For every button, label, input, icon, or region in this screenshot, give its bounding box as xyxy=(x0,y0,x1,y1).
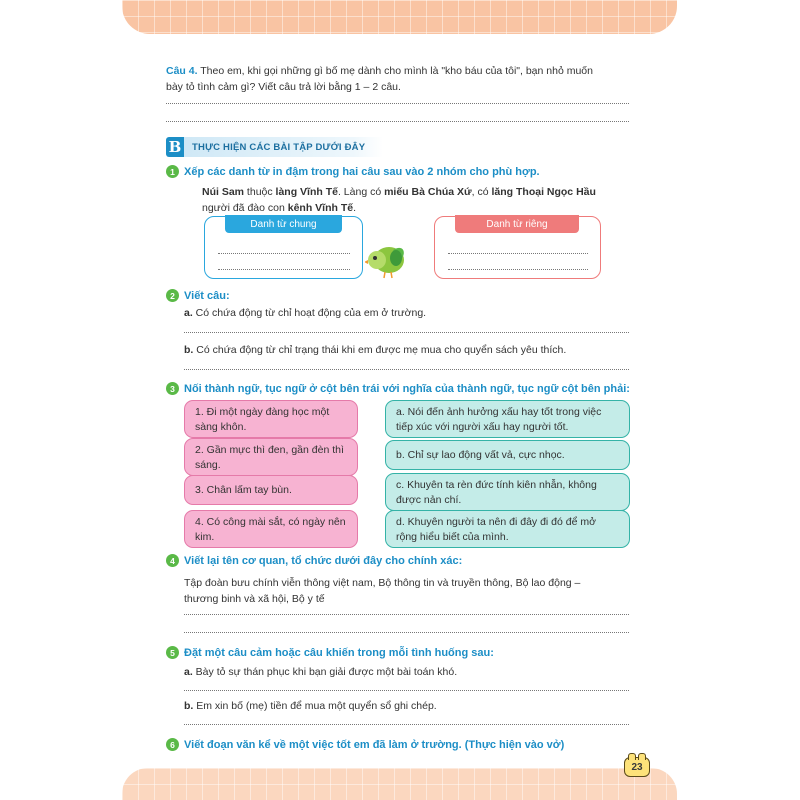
exercise-4-text xyxy=(184,575,634,607)
exercise-1-number: 1 xyxy=(166,165,179,178)
page-number: 23 xyxy=(624,757,650,777)
answer-line[interactable] xyxy=(184,614,629,615)
noun-kenh-vinh-te: kênh Vĩnh Tế xyxy=(287,202,354,214)
section-b-title: THỰC HIỆN CÁC BÀI TẬP DƯỚI ĐÂY xyxy=(184,137,383,157)
exercise-5-title: Đặt một câu cảm hoặc câu khiến trong mỗi tình huống sau: xyxy=(184,647,494,659)
exercise-1-title: Xếp các danh từ in đậm trong hai câu sau vào 2 nhóm cho phù hợp. xyxy=(184,166,540,178)
exercise-2a xyxy=(184,305,426,321)
answer-line[interactable] xyxy=(184,632,629,633)
exercise-4-title: Viết lại tên cơ quan, tổ chức dưới đây cho chính xác: xyxy=(184,555,463,567)
exercise-2b xyxy=(184,342,566,358)
idiom-3[interactable]: 3. Chân lấm tay bùn. xyxy=(184,475,358,505)
exercise-2a-text: Có chứa động từ chỉ hoạt động của em ở trường. xyxy=(192,307,427,319)
exercise-2a-label: a. xyxy=(184,307,193,319)
exercise-5b-label: b. xyxy=(184,700,194,712)
answer-line[interactable] xyxy=(218,253,350,254)
answer-line[interactable] xyxy=(448,253,588,254)
exercise-4-line1: Tập đoàn bưu chính viễn thông việt nam, Bộ thông tin và truyền thông, Bộ lao động – xyxy=(184,577,581,589)
meaning-a[interactable]: a. Nói đến ảnh hưởng xấu hay tốt trong việc tiếp xúc với người xấu hay người tốt. xyxy=(385,400,630,438)
exercise-6-title: Viết đoạn văn kể về một việc tốt em đã làm ở trường. (Thực hiện vào vở) xyxy=(184,739,565,751)
exercise-5-number: 5 xyxy=(166,646,179,659)
section-b-letter: B xyxy=(166,137,184,157)
passage-text: . Làng có xyxy=(337,186,385,198)
passage-text: , có xyxy=(471,186,492,198)
answer-line[interactable] xyxy=(184,332,629,333)
bird-illustration-icon xyxy=(365,238,409,280)
meaning-d[interactable]: d. Khuyên người ta nên đi đây đi đó để mở rộng hiểu biết của mình. xyxy=(385,510,630,548)
idiom-2[interactable]: 2. Gần mực thì đen, gần đèn thì sáng. xyxy=(184,438,358,476)
answer-line[interactable] xyxy=(166,121,629,122)
exercise-5b xyxy=(184,698,437,714)
section-b-header xyxy=(166,137,383,157)
idiom-1[interactable]: 1. Đi một ngày đàng học một sàng khôn. xyxy=(184,400,358,438)
answer-line[interactable] xyxy=(184,690,629,691)
proper-noun-box xyxy=(434,216,601,279)
answer-line[interactable] xyxy=(448,269,588,270)
question-4-line2: bày tỏ tình cảm gì? Viết câu trả lời bằng 1 – 2 câu. xyxy=(166,81,401,93)
exercise-2b-text: Có chứa động từ chỉ trạng thái khi em được mẹ mua cho quyển sách yêu thích. xyxy=(193,344,567,356)
question-4 xyxy=(166,63,636,95)
exercise-3-title: Nối thành ngữ, tục ngữ ở cột bên trái với nghĩa của thành ngữ, tục ngữ cột bên phải: xyxy=(184,383,630,395)
common-noun-box xyxy=(204,216,363,279)
common-noun-box-header: Danh từ chung xyxy=(225,215,342,233)
exercise-4-line2: thương binh và xã hội, Bộ y tế xyxy=(184,593,325,605)
question-4-label: Câu 4. xyxy=(166,65,198,77)
exercise-6-number: 6 xyxy=(166,738,179,751)
answer-line[interactable] xyxy=(166,103,629,104)
proper-noun-box-header: Danh từ riêng xyxy=(455,215,579,233)
idiom-4[interactable]: 4. Có công mài sắt, có ngày nên kim. xyxy=(184,510,358,548)
exercise-2-title: Viết câu: xyxy=(184,290,230,302)
exercise-2-number: 2 xyxy=(166,289,179,302)
noun-mieu-ba-chua-xu: miếu Bà Chúa Xứ xyxy=(384,186,472,198)
exercise-2b-label: b. xyxy=(184,344,194,356)
answer-line[interactable] xyxy=(218,269,350,270)
exercise-4-number: 4 xyxy=(166,554,179,567)
noun-lang-thoai-ngoc-hau: lăng Thoại Ngọc Hầu xyxy=(491,186,596,198)
meaning-c[interactable]: c. Khuyên ta rèn đức tính kiên nhẫn, không được nản chí. xyxy=(385,473,630,511)
passage-text: người đã đào con xyxy=(202,202,288,214)
answer-line[interactable] xyxy=(184,724,629,725)
exercise-1-passage xyxy=(202,184,642,216)
exercise-3-number: 3 xyxy=(166,382,179,395)
noun-nui-sam: Núi Sam xyxy=(202,186,245,198)
top-decorative-band xyxy=(122,0,677,34)
exercise-5b-text: Em xin bố (mẹ) tiền để mua một quyển sổ ghi chép. xyxy=(193,700,437,712)
exercise-5a-label: a. xyxy=(184,666,193,678)
answer-line[interactable] xyxy=(184,369,629,370)
passage-text: thuộc xyxy=(244,186,276,198)
noun-lang-vinh-te: làng Vĩnh Tế xyxy=(275,186,338,198)
passage-text: . xyxy=(353,202,356,214)
meaning-b[interactable]: b. Chỉ sự lao động vất vả, cực nhọc. xyxy=(385,440,630,470)
exercise-5a xyxy=(184,664,457,680)
question-4-line1: Theo em, khi gọi những gì bố mẹ dành cho mình là "kho báu của tôi", bạn nhỏ muốn xyxy=(197,65,593,77)
exercise-5a-text: Bày tỏ sự thán phục khi bạn giải được một bài toán khó. xyxy=(192,666,458,678)
bottom-decorative-band xyxy=(122,768,677,800)
